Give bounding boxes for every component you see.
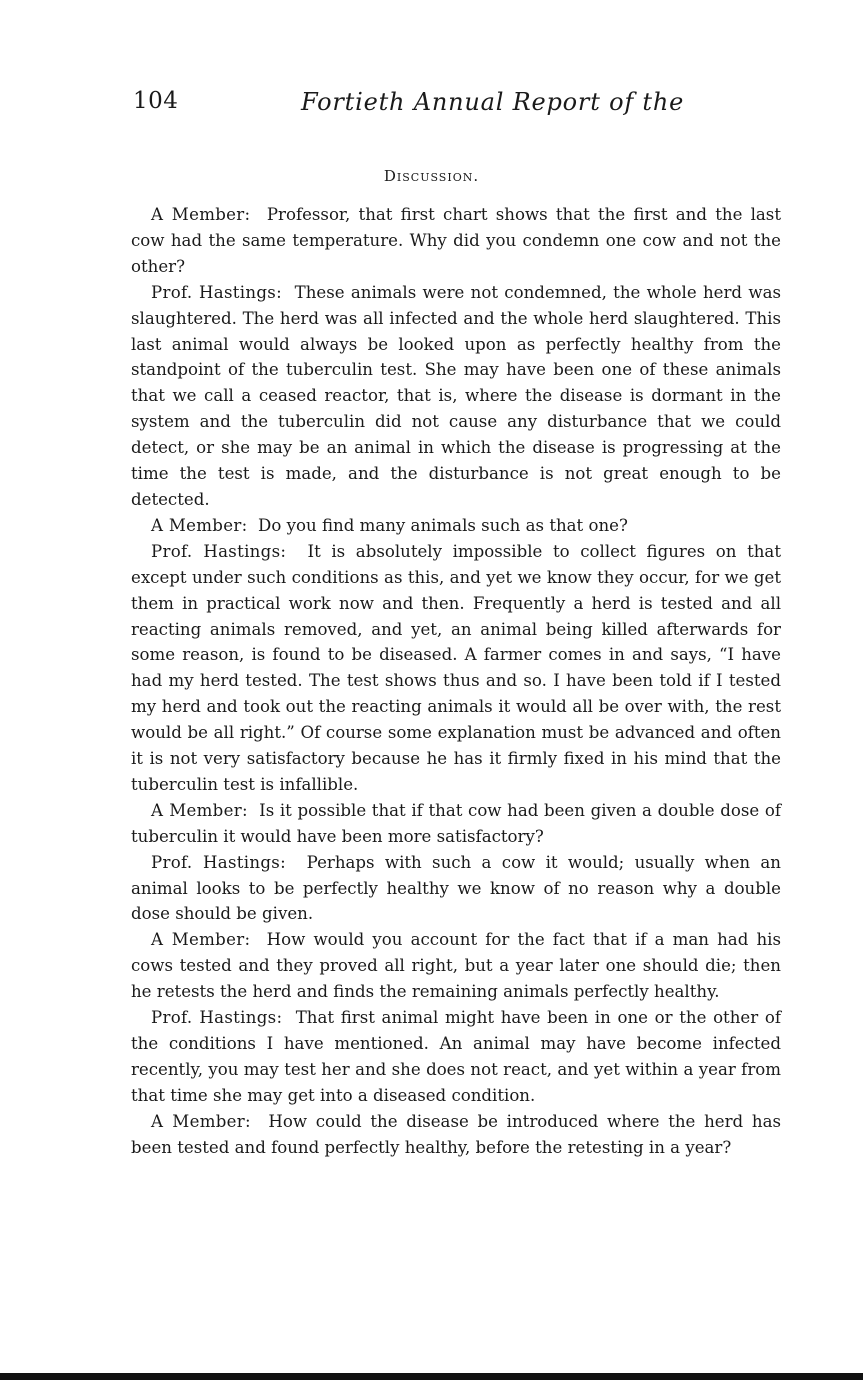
section-heading: Discussion.: [383, 167, 480, 185]
speaker-label: Prof. Hastings:: [151, 282, 283, 302]
speaker-label: A Member:: [151, 515, 248, 535]
paragraph: [131, 280, 781, 513]
paragraph: [131, 513, 781, 539]
paragraph-text: How could the disease be introduced where the herd has been tested and found perfectly healthy, before the retesting in a year?: [131, 1111, 781, 1157]
paragraph-text: That first animal might have been in one or the other of the conditions I have mentioned. An animal may have become infected recently, you may test her and she does not react, and yet within a year from that time she may get into a diseased condition.: [131, 1008, 781, 1105]
paragraph-text: Is it possible that if that cow had been given a double dose of tuberculin it would have been more satisfactory?: [131, 800, 781, 846]
speaker-label: A Member:: [151, 800, 248, 820]
paragraph-text: These animals were not condemned, the whole herd was slaughtered. The herd was all infected and the whole herd slaughtered. This last animal would always be looked upon as perfectly healthy from the standpoint of the tuberculin test. She may have been one of these animals that we call a ceased reactor, that is, where the disease is dormant in the system and the tuberculin did not cause any disturbance that we could detect, or she may be an animal in which the disease is progressing at the time the test is made, and the disturbance is not great enough to be detected.: [131, 282, 781, 509]
running-title: Fortieth Annual Report of the: [301, 88, 685, 116]
paragraph: [131, 927, 781, 1005]
speaker-label: A Member:: [151, 205, 251, 224]
paragraph-text: Perhaps with such a cow it would; usually when an animal looks to be perfectly healthy we know of no reason why a double dose should be given.: [131, 852, 781, 924]
speaker-label: A Member:: [151, 930, 251, 950]
paragraph-text: Professor, that first chart shows that the first and the last cow had the same temperature. Why did you condemn one cow and not the other?: [131, 205, 781, 276]
paragraph: [131, 798, 781, 850]
paragraph-text: How would you account for the fact that if a man had his cows tested and they proved all right, but a year later one should die; then he retests the herd and finds the remaining animals perfectly healthy.: [131, 930, 781, 1002]
paragraph: [131, 1005, 781, 1109]
discussion-body: [131, 202, 781, 1161]
paragraph: [131, 850, 781, 928]
speaker-label: A Member:: [151, 1111, 251, 1131]
page-number: 104: [133, 88, 179, 114]
paragraph: [131, 539, 781, 798]
scan-bottom-edge: [0, 1373, 863, 1380]
speaker-label: Prof. Hastings:: [151, 541, 287, 561]
speaker-label: Prof. Hastings:: [151, 1008, 283, 1028]
paragraph-text: It is absolutely impossible to collect figures on that except under such conditions as this, and yet we know they occur, for we get them in practical work now and then. Frequently a herd is tested and all reacting animals removed, and yet, an animal being killed afterwards for some reason, is found to be diseased. A farmer comes in and says, “I have had my herd tested. The test shows thus and so. I have been told if I tested my herd and took out the reacting animals it would all be over with, the rest would be all right.” Of course some explanation must be advanced and often it is not very satisfactory because he has it firmly fixed in his mind that the tuberculin test is infallible.: [131, 541, 781, 794]
paragraph: [131, 1109, 781, 1161]
paragraph: [131, 202, 781, 280]
page-header: [133, 88, 783, 124]
speaker-label: Prof. Hastings:: [151, 852, 287, 872]
paragraph-text: Do you find many animals such as that one?: [258, 515, 628, 535]
